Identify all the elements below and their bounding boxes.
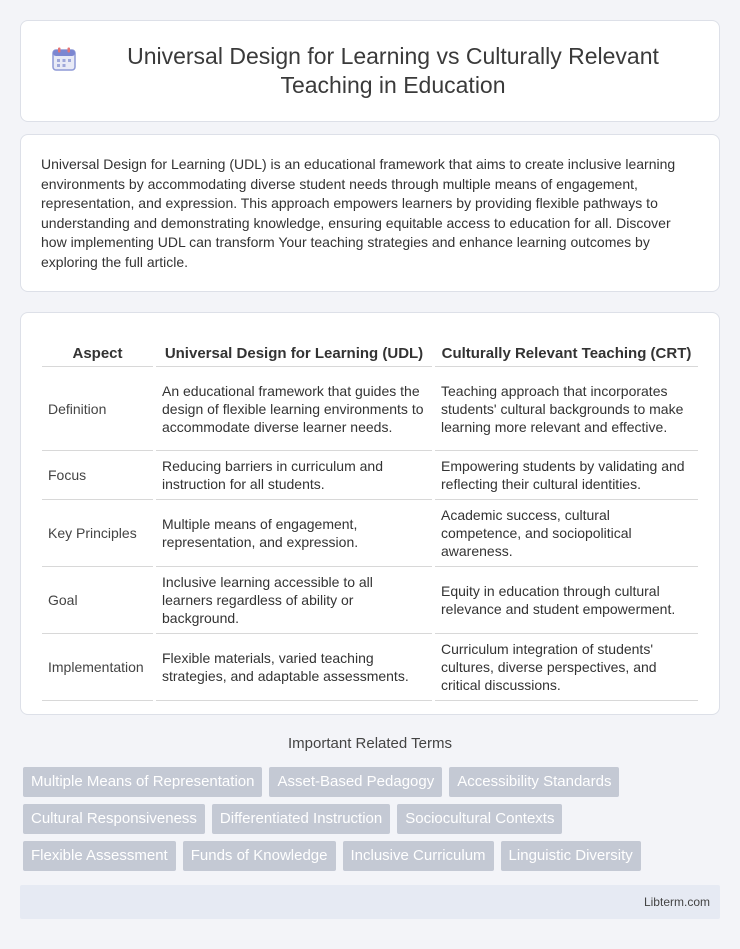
calendar-icon [51,46,77,72]
term-chip[interactable]: Asset-Based Pedagogy [269,767,442,797]
table-row [42,500,698,567]
page-title: Universal Design for Learning vs Culturally Relevant Teaching in Education [127,43,659,98]
title-card [20,20,720,122]
term-chip[interactable]: Cultural Responsiveness [23,804,205,834]
chip-row [23,804,723,834]
row-udl: Reducing barriers in curriculum and instruction for all students. [156,451,432,500]
term-chip[interactable]: Accessibility Standards [449,767,619,797]
term-chip[interactable]: Funds of Knowledge [183,841,336,871]
row-aspect: Focus [42,451,153,500]
row-aspect: Key Principles [42,500,153,567]
row-crt: Teaching approach that incorporates students' cultural backgrounds to make learning more relevant and effective. [435,367,698,451]
term-chip[interactable]: Differentiated Instruction [212,804,390,834]
row-crt: Curriculum integration of students' cultures, diverse perspectives, and critical discussions. [435,634,698,701]
header-aspect: Aspect [42,333,153,367]
row-udl: Flexible materials, varied teaching strategies, and adaptable assessments. [156,634,432,701]
row-udl: Inclusive learning accessible to all learners regardless of ability or background. [156,567,432,634]
row-crt: Equity in education through cultural relevance and student empowerment. [435,567,698,634]
footer [20,885,720,919]
table-row [42,451,698,500]
related-terms-list [23,767,723,878]
header-udl: Universal Design for Learning (UDL) [156,333,432,367]
term-chip[interactable]: Inclusive Curriculum [343,841,494,871]
table-row [42,634,698,701]
header-crt: Culturally Relevant Teaching (CRT) [435,333,698,367]
comparison-table [39,333,701,701]
table-row [42,367,698,451]
term-chip[interactable]: Sociocultural Contexts [397,804,562,834]
row-crt: Academic success, cultural competence, and sociopolitical awareness. [435,500,698,567]
row-crt: Empowering students by validating and reflecting their cultural identities. [435,451,698,500]
term-chip[interactable]: Multiple Means of Representation [23,767,262,797]
related-terms-heading: Important Related Terms [288,735,452,752]
row-aspect: Implementation [42,634,153,701]
title-row [21,42,719,100]
chip-row [23,767,723,797]
row-aspect: Goal [42,567,153,634]
table-header-row [42,333,698,367]
chip-row [23,841,723,871]
term-chip[interactable]: Flexible Assessment [23,841,176,871]
table-row [42,567,698,634]
row-udl: An educational framework that guides the design of flexible learning environments to accommodate diverse learner needs. [156,367,432,451]
row-aspect: Definition [42,367,153,451]
intro-card [20,134,720,292]
footer-site-link[interactable]: Libterm.com [643,895,710,909]
row-udl: Multiple means of engagement, representation, and expression. [156,500,432,567]
comparison-card [20,312,720,715]
intro-paragraph: Universal Design for Learning (UDL) is an educational framework that aims to create inclusive learning environments by accommodating diverse student needs through multiple means of engagement, representation, and expression. This approach empowers learners by providing flexible pathways to understanding and demonstrating knowledge, ensuring equitable access to education for all. Discover how implementing UDL can transform Your teaching strategies and enhance learning outcomes by exploring the full article. [41,156,676,270]
term-chip[interactable]: Linguistic Diversity [501,841,641,871]
